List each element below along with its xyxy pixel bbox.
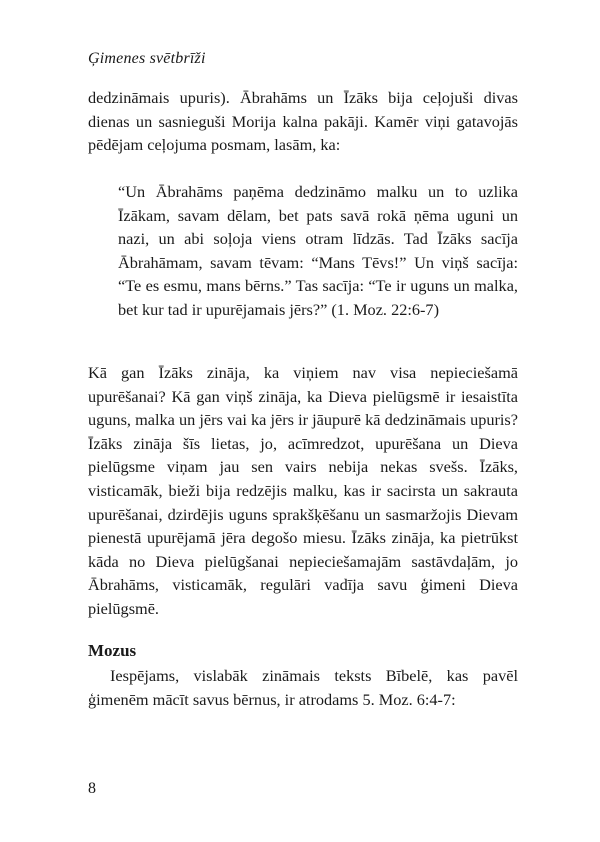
body-paragraph: dedzināmais upuris). Ābrahāms un Īzāks bija ceļojuši divas dienas un sasnieguši Morija kalna pakāji. Kamēr viņi gatavojās pēdējam ceļojuma posmam, lasām, ka:: [88, 88, 518, 155]
section-heading: Mozus: [88, 641, 137, 660]
body-paragraph: Kā gan Īzāks zināja, ka viņiem nav visa nepieciešamā upurēšanai? Kā gan viņš zināja, ka Dieva pielūgsmē ir iesaistīta uguns, malka un jērs vai ka jērs ir jāupurē kā dedzināmais upuris? Īzāks zināja šīs lietas, jo, acīmredzot, upurēšana un Dieva pielūgsme viņam jau sen vairs nebija nekas svešs. Īzāks, visticamāk, bieži bija redzējis malku, kas ir sacirsta un sakrauta upurēšanai, dzirdējis uguns sprakšķēšanu un sasmaržojis Dievam pienestā upurējamā jēra degošo miesu. Īzāks zināja, ka pietrūkst kāda no Dieva pielūgšanai nepieciešamajām sastāvdaļām, jo Ābrahāms, visticamāk, regulāri vadīja savu ģimeni Dieva pielūgsmē.: [88, 363, 518, 618]
scripture-quote: “Un Ābrahāms paņēma dedzināmo malku un to uzlika Īzākam, savam dēlam, bet pats savā rokā ņēma uguni un nazi, un abi soļoja viens otram līdzās. Tad Īzāks sacīja Ābrahāmam, savam tēvam: “Mans Tēvs!” Un viņš sacīja: “Te es esmu, mans bērns.” Tas sacīja: “Te ir uguns un malka, bet kur tad ir upurējamais jērs?” (1. Moz. 22:6-7): [118, 182, 518, 319]
body-paragraph: Iespējams, vislabāk zināmais teksts Bībelē, kas pavēl ģimenēm mācīt savus bērnus, ir atrodams 5. Moz. 6:4-7:: [88, 666, 518, 709]
page-number: 8: [88, 780, 96, 797]
running-header: Ģimenes svētbrīži: [88, 50, 206, 67]
